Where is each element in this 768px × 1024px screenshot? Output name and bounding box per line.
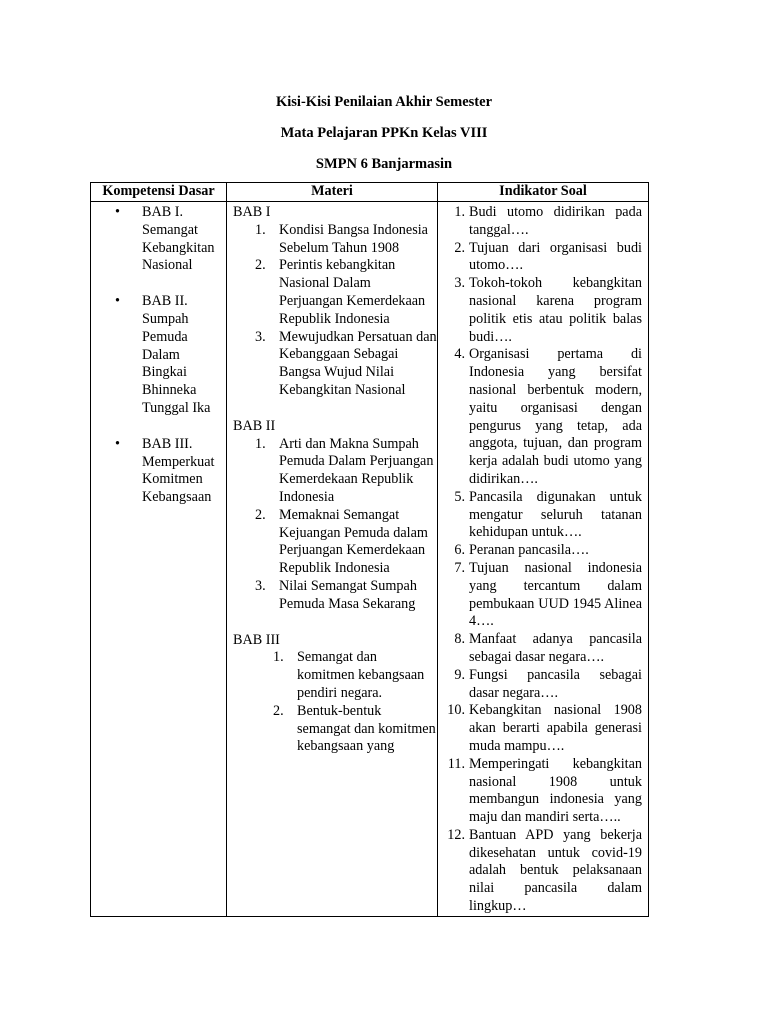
indikator-text: Tujuan nasional indonesia yang tercantum dalam pembukaan UUD 1945 Alinea 4…. (469, 559, 642, 630)
materi-item-number: 2. (255, 506, 266, 523)
indikator-item (438, 560, 648, 631)
materi-item (227, 329, 437, 400)
indikator-text: Bantuan APD yang bekerja dikesehatan untuk covid-19 adalah bentuk pelaksanaan nilai pancasila dalam lingkup… (469, 826, 642, 914)
materi-group (227, 418, 437, 614)
kompetensi-item (91, 293, 226, 418)
indikator-text: Tujuan dari organisasi budi utomo…. (469, 239, 642, 274)
indikator-number: 7. (454, 559, 465, 576)
document-school: SMPN 6 Banjarmasin (315, 156, 453, 172)
indikator-item (438, 756, 648, 827)
table-row (91, 202, 649, 917)
kompetensi-cell (91, 202, 227, 917)
indikator-number: 5. (454, 488, 465, 505)
kompetensi-text: BAB II. Sumpah Pemuda Dalam Bingkai Bhinneka Tunggal Ika (142, 293, 211, 416)
indikator-cell (438, 202, 649, 917)
indikator-number: 1. (454, 204, 465, 220)
indikator-item (438, 631, 648, 667)
indikator-number: 9. (454, 666, 465, 683)
indikator-number: 10. (447, 702, 465, 719)
indikator-item (438, 275, 648, 346)
document-subject: Mata Pelajaran PPKn Kelas VIII (280, 125, 488, 141)
materi-group (227, 204, 437, 400)
indikator-item (438, 204, 648, 240)
document-header (0, 93, 768, 186)
column-header-kompetensi: Kompetensi Dasar (91, 183, 227, 202)
indikator-item (438, 240, 648, 276)
materi-item-number: 1. (255, 221, 266, 238)
bullet-icon: • (115, 435, 120, 452)
materi-item (227, 507, 437, 578)
indikator-text: Budi utomo didirikan pada tanggal…. (469, 204, 642, 238)
indikator-text: Memperingati kebangkitan nasional 1908 untuk membangun indonesia yang maju dan mandiri serta….. (469, 755, 642, 826)
materi-item (227, 222, 437, 258)
kompetensi-text: BAB I. Semangat Kebangkitan Nasional (142, 204, 215, 274)
materi-heading: BAB I (233, 204, 271, 220)
materi-item-number: 3. (255, 577, 266, 594)
indikator-text: Tokoh-tokoh kebangkitan nasional karena program politik etis atau politik balas budi…. (469, 275, 642, 345)
indikator-number: 2. (454, 239, 465, 256)
materi-item-text: Semangat dan komitmen kebangsaan pendiri negara. (297, 649, 425, 701)
kompetensi-list (91, 204, 226, 507)
materi-item-text: Bentuk-bentuk semangat dan komitmen kebangsaan yang (297, 702, 436, 755)
indikator-text: Pancasila digunakan untuk mengatur seluruh tatanan kehidupan untuk…. (469, 488, 642, 541)
materi-content (227, 202, 437, 914)
indikator-item (438, 667, 648, 703)
materi-item-text: Perintis kebangkitan Nasional Dalam Perjuangan Kemerdekaan Republik Indonesia (279, 257, 426, 327)
materi-item-text: Nilai Semangat Sumpah Pemuda Masa Sekarang (279, 577, 417, 612)
materi-group (227, 632, 437, 757)
indikator-number: 4. (454, 346, 465, 363)
document-title: Kisi-Kisi Penilaian Akhir Semester (275, 94, 493, 110)
materi-item-number: 1. (273, 649, 284, 666)
indikator-number: 3. (454, 275, 465, 292)
materi-item-text: Memaknai Semangat Kejuangan Pemuda dalam Perjuangan Kemerdekaan Republik Indonesia (279, 506, 428, 577)
indikator-number: 12. (447, 826, 465, 843)
materi-cell (227, 202, 438, 917)
indikator-item (438, 346, 648, 488)
materi-item (227, 578, 437, 614)
indikator-text: Organisasi pertama di Indonesia yang bersifat nasional berbentuk modern, yaitu organisasi dengan pengurus yang tetap, ada anggota, tujuan, dan program kerja adalah budi utomo yang didirikan…. (469, 346, 642, 487)
indikator-item (438, 489, 648, 542)
materi-item (227, 649, 437, 702)
indikator-number: 11. (447, 755, 465, 772)
materi-item-text: Kondisi Bangsa Indonesia Sebelum Tahun 1908 (279, 221, 428, 256)
materi-item (227, 436, 437, 507)
materi-item-text: Arti dan Makna Sumpah Pemuda Dalam Perjuangan Kemerdekaan Republik Indonesia (279, 435, 434, 505)
kompetensi-item (91, 436, 226, 507)
indikator-number: 8. (454, 631, 465, 648)
column-header-indikator: Indikator Soal (438, 183, 649, 202)
indikator-text: Kebangkitan nasional 1908 akan berarti apabila generasi muda mampu…. (469, 702, 642, 754)
materi-item-number: 2. (273, 702, 284, 719)
materi-item-text: Mewujudkan Persatuan dan Kebanggaan Sebagai Bangsa Wujud Nilai Kebangkitan Nasional (279, 328, 437, 398)
bullet-icon: • (115, 204, 120, 220)
table-header-row (91, 183, 649, 202)
indikator-list (438, 204, 648, 914)
kompetensi-item (91, 204, 226, 275)
indikator-item (438, 702, 648, 755)
indikator-text: Fungsi pancasila sebagai dasar negara…. (469, 666, 642, 701)
indikator-item (438, 827, 648, 914)
indikator-text: Manfaat adanya pancasila sebagai dasar negara…. (469, 631, 642, 665)
materi-heading: BAB III (233, 631, 280, 648)
indikator-item (438, 542, 648, 560)
kisi-kisi-table (90, 182, 649, 917)
indikator-number: 6. (454, 542, 465, 559)
materi-item (227, 257, 437, 328)
materi-item (227, 703, 437, 756)
materi-heading: BAB II (233, 417, 276, 434)
bullet-icon: • (115, 293, 120, 310)
indikator-text: Peranan pancasila…. (469, 542, 589, 559)
materi-item-number: 1. (255, 435, 266, 452)
kompetensi-text: BAB III. Memperkuat Komitmen Kebangsaan (142, 435, 215, 506)
materi-item-number: 3. (255, 328, 266, 345)
column-header-materi: Materi (227, 183, 438, 202)
materi-item-number: 2. (255, 257, 266, 274)
